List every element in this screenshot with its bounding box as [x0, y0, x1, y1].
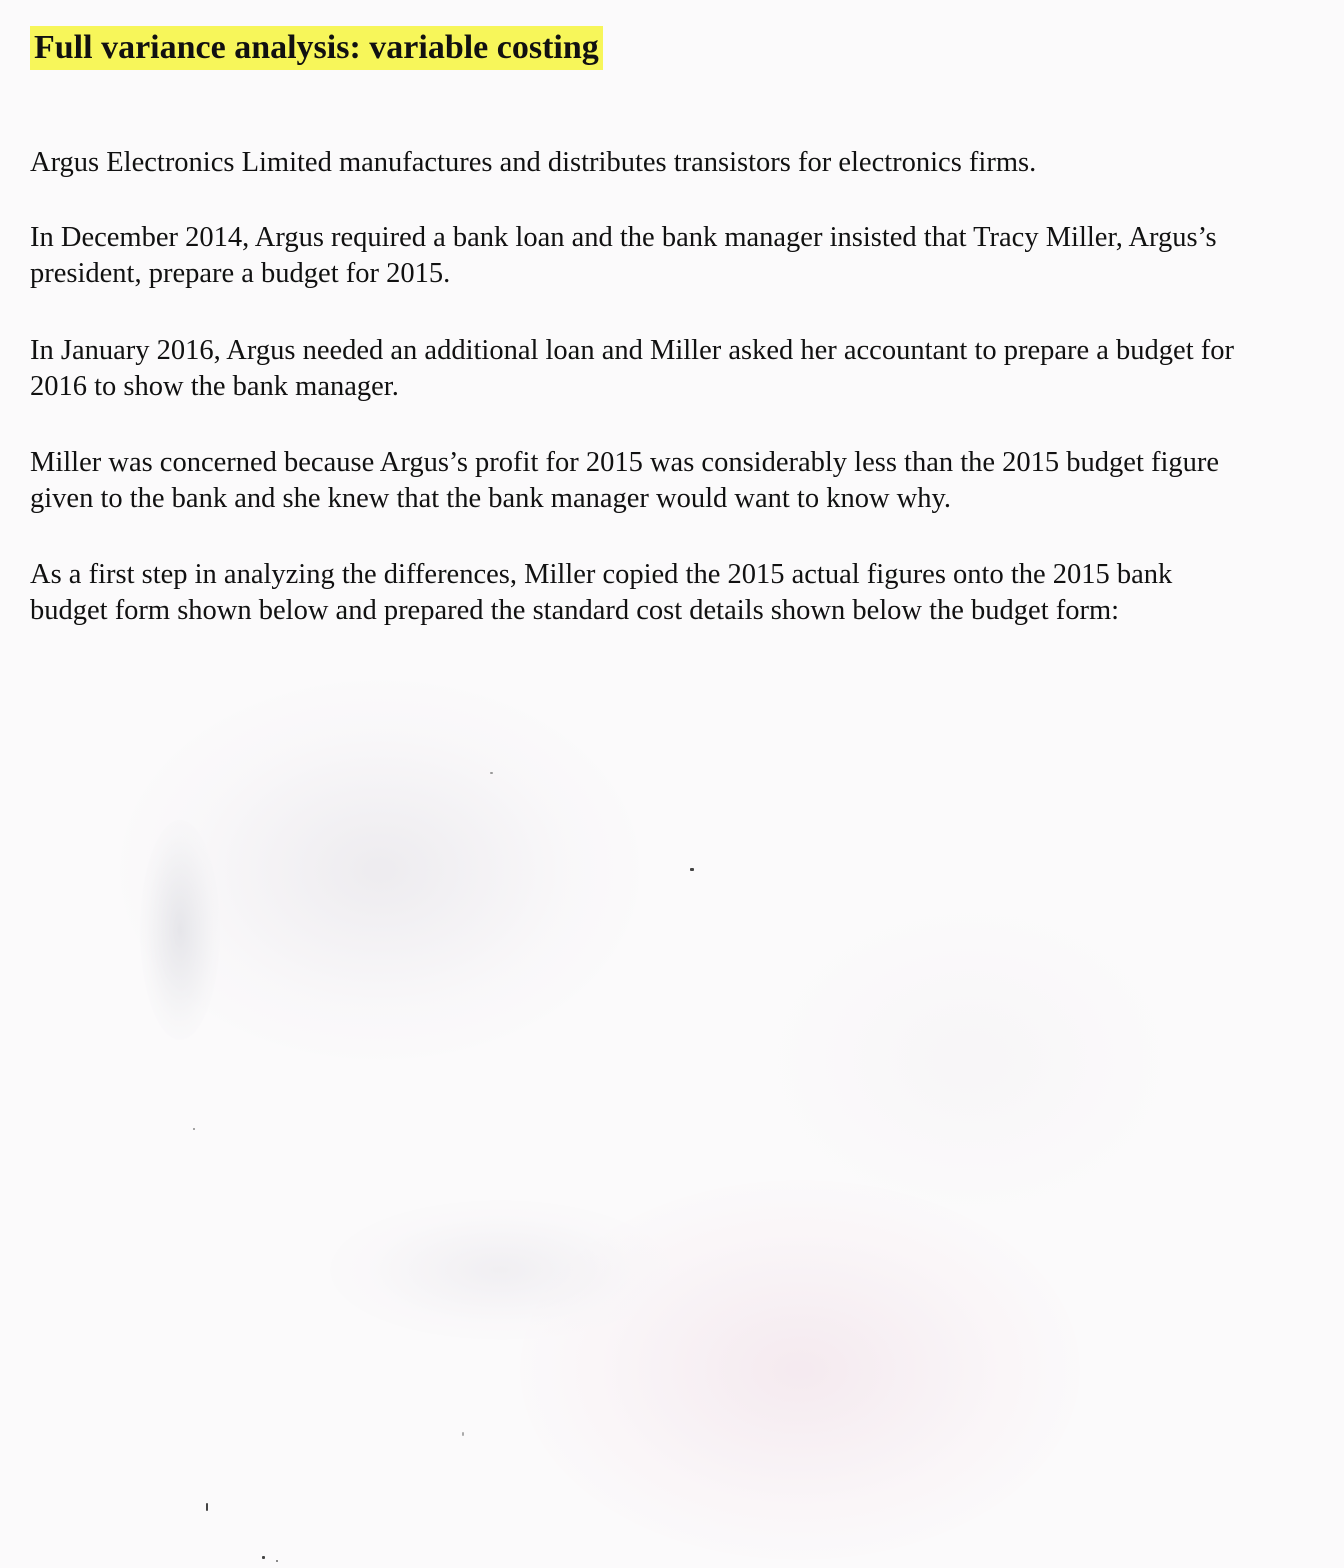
scan-speck	[690, 868, 694, 871]
paragraph-line: As a first step in analyzing the differences, Miller copied the 2015 actual figures onto the 2015 bank	[30, 559, 1173, 590]
paragraph-line: Argus Electronics Limited manufactures and distributes transistors for electronics firms.	[30, 147, 1037, 178]
paragraph-intro	[30, 145, 1036, 181]
paper-smudge	[520, 1180, 1080, 1560]
paper-smudge	[330, 1200, 670, 1340]
document-title: Full variance analysis: variable costing	[30, 26, 603, 70]
scan-speck	[193, 1128, 195, 1130]
paragraph-line: Miller was concerned because Argus’s profit for 2015 was considerably less than the 2015 budget figure	[30, 447, 1220, 478]
paragraph-line: given to the bank and she knew that the bank manager would want to know why.	[30, 483, 952, 514]
paragraph-line: In December 2014, Argus required a bank loan and the bank manager insisted that Tracy Miller, Argus’s	[30, 222, 1217, 253]
paper-smudge	[760, 900, 1180, 1220]
paragraph-line: president, prepare a budget for 2015.	[30, 258, 451, 289]
scan-speck	[262, 1556, 265, 1559]
paragraph-line: In January 2016, Argus needed an additional loan and Miller asked her accountant to prepare a budget for	[30, 335, 1234, 366]
scan-speck	[462, 1432, 464, 1436]
paragraph-first-step	[30, 557, 1172, 629]
paragraph-profit-concern	[30, 445, 1219, 517]
scan-speck	[490, 772, 493, 774]
scan-speck	[206, 1503, 208, 1511]
paper-smudge	[140, 820, 220, 1040]
paragraph-2014-loan	[30, 220, 1217, 292]
paragraph-2016-loan	[30, 333, 1234, 405]
paragraph-line: 2016 to show the bank manager.	[30, 371, 399, 402]
paper-smudge	[120, 680, 640, 1060]
scan-speck	[276, 1560, 278, 1562]
paragraph-line: budget form shown below and prepared the standard cost details shown below the budget form:	[30, 595, 1120, 626]
